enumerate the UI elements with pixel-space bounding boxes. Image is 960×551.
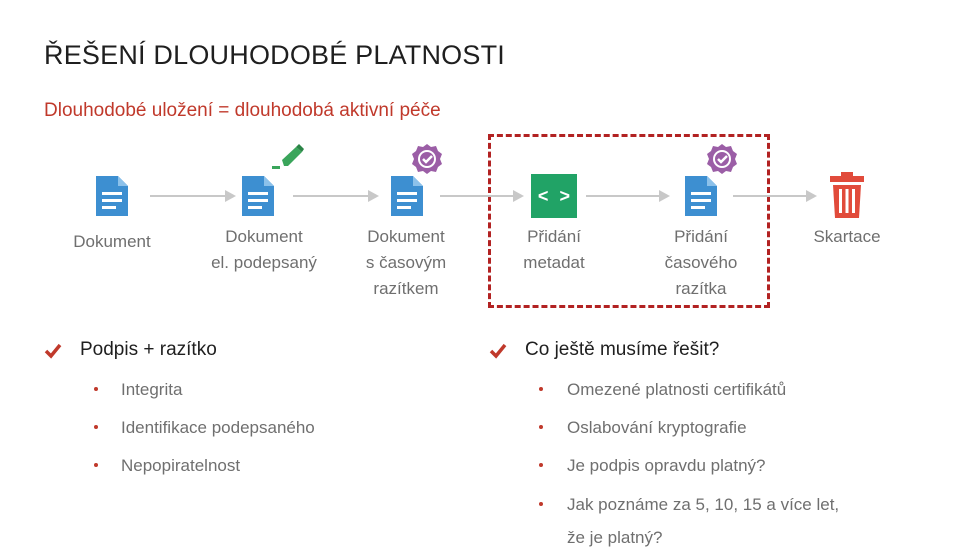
- step-label-metadata: Přidání metadat: [523, 227, 585, 272]
- seal-check-icon: [411, 143, 443, 175]
- flow-arrow: [586, 195, 660, 197]
- bullet-dot: [539, 463, 543, 467]
- flow-arrow: [150, 195, 226, 197]
- document-icon: [683, 174, 719, 218]
- list-item: Omezené platnosti certifikátů: [567, 380, 787, 399]
- list-item: Identifikace podepsaného: [121, 418, 315, 437]
- trash-icon: [828, 172, 866, 218]
- bullet-dot: [94, 463, 98, 467]
- document-icon: [94, 174, 130, 218]
- left-heading: Podpis + razítko: [80, 339, 217, 360]
- step-label-document: Dokument: [73, 232, 151, 251]
- document-icon: [240, 174, 276, 218]
- checkmark-icon: [44, 342, 62, 360]
- step-label-signed: Dokument el. podepsaný: [211, 227, 317, 272]
- right-heading: Co ještě musíme řešit?: [525, 339, 720, 360]
- list-item-continuation: že je platný?: [567, 528, 663, 547]
- seal-check-icon: [706, 143, 738, 175]
- pen-icon: [270, 144, 306, 172]
- bullet-dot: [94, 387, 98, 391]
- step-label-shred: Skartace: [813, 227, 881, 246]
- bullet-dot: [539, 502, 543, 506]
- list-item: Nepopiratelnost: [121, 456, 241, 475]
- checkmark-icon: [489, 342, 507, 360]
- bullet-dot: [539, 387, 543, 391]
- page-subtitle: Dlouhodobé uložení = dlouhodobá aktivní péče: [44, 100, 441, 121]
- svg-text:< >: < >: [537, 188, 571, 208]
- bullet-dot: [539, 425, 543, 429]
- list-item: Je podpis opravdu platný?: [567, 456, 766, 475]
- step-label-timestamp-add: Přidání časového razítka: [664, 227, 738, 298]
- list-item: Oslabování kryptografie: [567, 418, 747, 437]
- list-item: Integrita: [121, 380, 183, 399]
- step-label-timestamped: Dokument s časovým razítkem: [365, 227, 447, 298]
- code-icon: [531, 174, 577, 218]
- list-item: Jak poznáme za 5, 10, 15 a více let,: [567, 495, 840, 514]
- document-icon: [389, 174, 425, 218]
- page-title: ŘEŠENÍ DLOUHODOBÉ PLATNOSTI: [44, 40, 505, 70]
- bullet-dot: [94, 425, 98, 429]
- flow-arrow: [293, 195, 369, 197]
- flow-arrow: [733, 195, 807, 197]
- flow-arrow: [440, 195, 514, 197]
